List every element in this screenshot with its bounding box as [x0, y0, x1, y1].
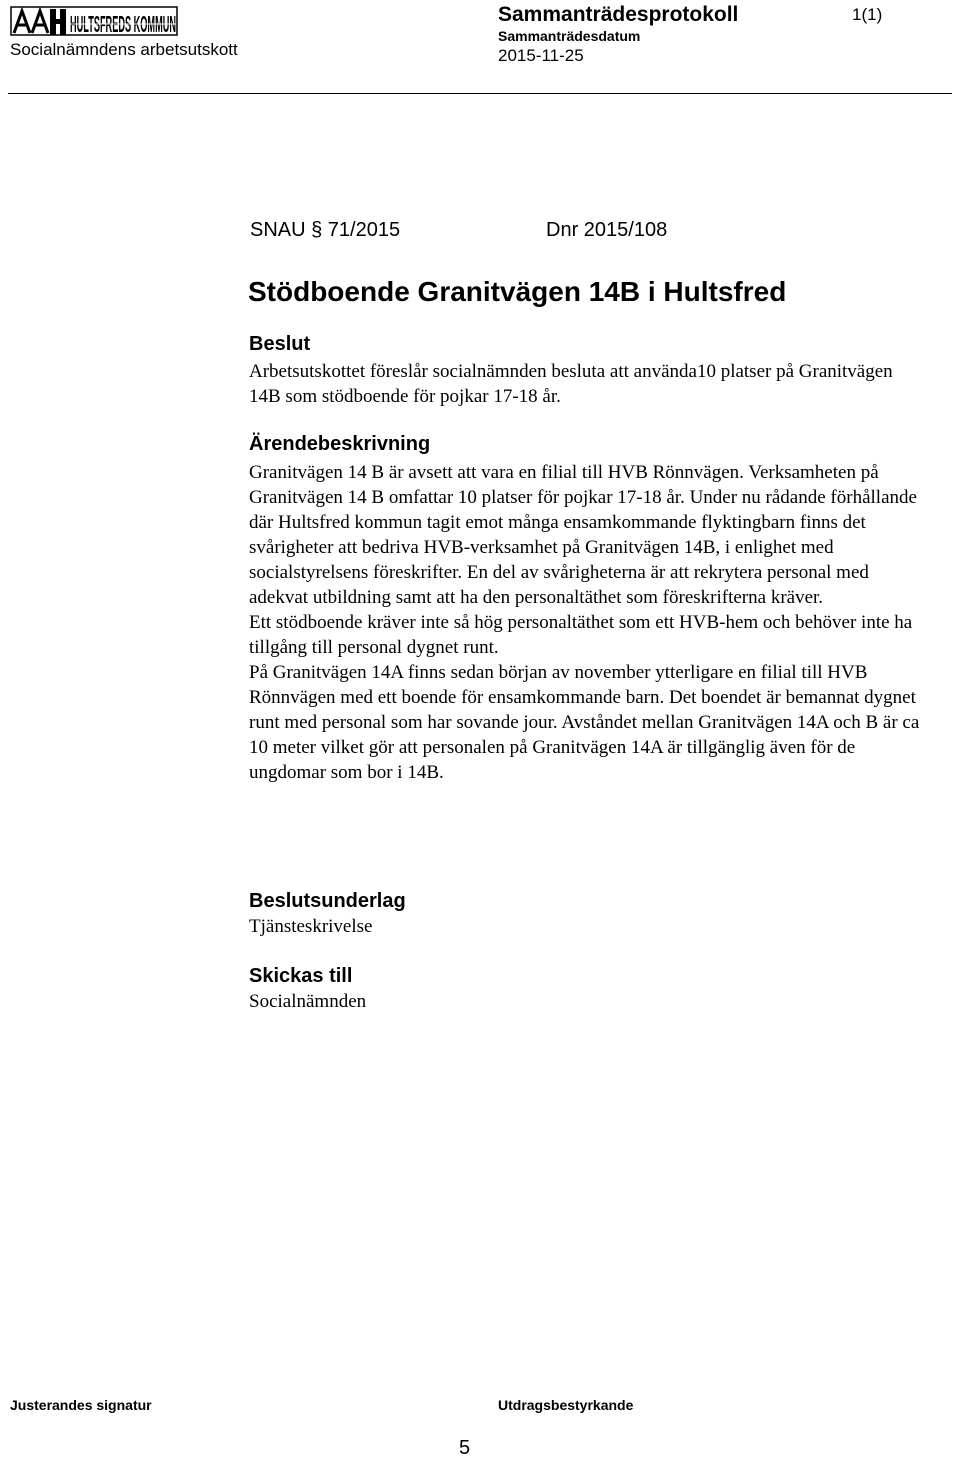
diary-number: Dnr 2015/108: [546, 219, 668, 241]
arende-paragraph-3: På Granitvägen 14A finns sedan början av november ytterligare en filial till HVB Rönnvägen med ett boende för ensamkommande barn. Det boendet är bemannat dygnet runt med personal som har sovande jour. Avståndet mellan Granitvägen 14A och B är ca 10 meter vilket gör att personalen på Granitvägen 14A är tillgänglig även för de ungdomar som bor i 14B.: [249, 662, 920, 783]
skickas-text: Socialnämnden: [249, 991, 367, 1012]
committee-name: Socialnämndens arbetsutskott: [10, 40, 238, 59]
arende-paragraph-2: Ett stödboende kräver inte så hög personaltäthet som ett HVB-hem och behöver inte ha tillgång till personal dygnet runt.: [249, 612, 913, 658]
arende-heading: Ärendebeskrivning: [249, 433, 431, 455]
arende-text: [249, 460, 929, 785]
document-title: Sammanträdesprotokoll: [498, 3, 739, 26]
underlag-text: Tjänsteskrivelse: [249, 916, 373, 937]
beslut-paragraph: Arbetsutskottet föreslår socialnämnden besluta att använda10 platser på Granitvägen 14B som stödboende för pojkar 17-18 år.: [249, 361, 893, 407]
signature-label: Justerandes signatur: [10, 1397, 152, 1413]
arende-paragraph-1: Granitvägen 14 B är avsett att vara en filial till HVB Rönnvägen. Verksamheten på Granitvägen 14 B omfattar 10 platser för pojkar 17-18 år. Under nu rådande förhållande där Hultsfred kommun tagit emot många ensamkommande flyktingbarn finns det svårigheter att bedriva HVB-verksamhet på Granitvägen 14B, i enlighet med socialstyrelsens föreskrifter. En del av svårigheterna är att rekrytera personal med adekvat utbildning samt att ha den personaltäthet som föreskrifterna kräver.: [249, 462, 917, 608]
case-title: Stödboende Granitvägen 14B i Hultsfred: [248, 276, 787, 307]
municipality-logo: [10, 3, 180, 41]
case-number: SNAU § 71/2015: [250, 219, 401, 241]
svg-text:HULTSFREDS KOMMUN: HULTSFREDS KOMMUN: [70, 11, 176, 37]
page-number: 5: [459, 1437, 471, 1459]
meeting-date: 2015-11-25: [498, 46, 584, 65]
page-count: 1(1): [852, 5, 883, 24]
header-divider: [8, 93, 952, 94]
beslut-heading: Beslut: [249, 333, 311, 355]
extract-label: Utdragsbestyrkande: [498, 1397, 634, 1413]
beslut-text: [249, 359, 929, 409]
underlag-heading: Beslutsunderlag: [249, 890, 406, 912]
meeting-date-label: Sammanträdesdatum: [498, 28, 641, 44]
skickas-heading: Skickas till: [249, 965, 353, 987]
